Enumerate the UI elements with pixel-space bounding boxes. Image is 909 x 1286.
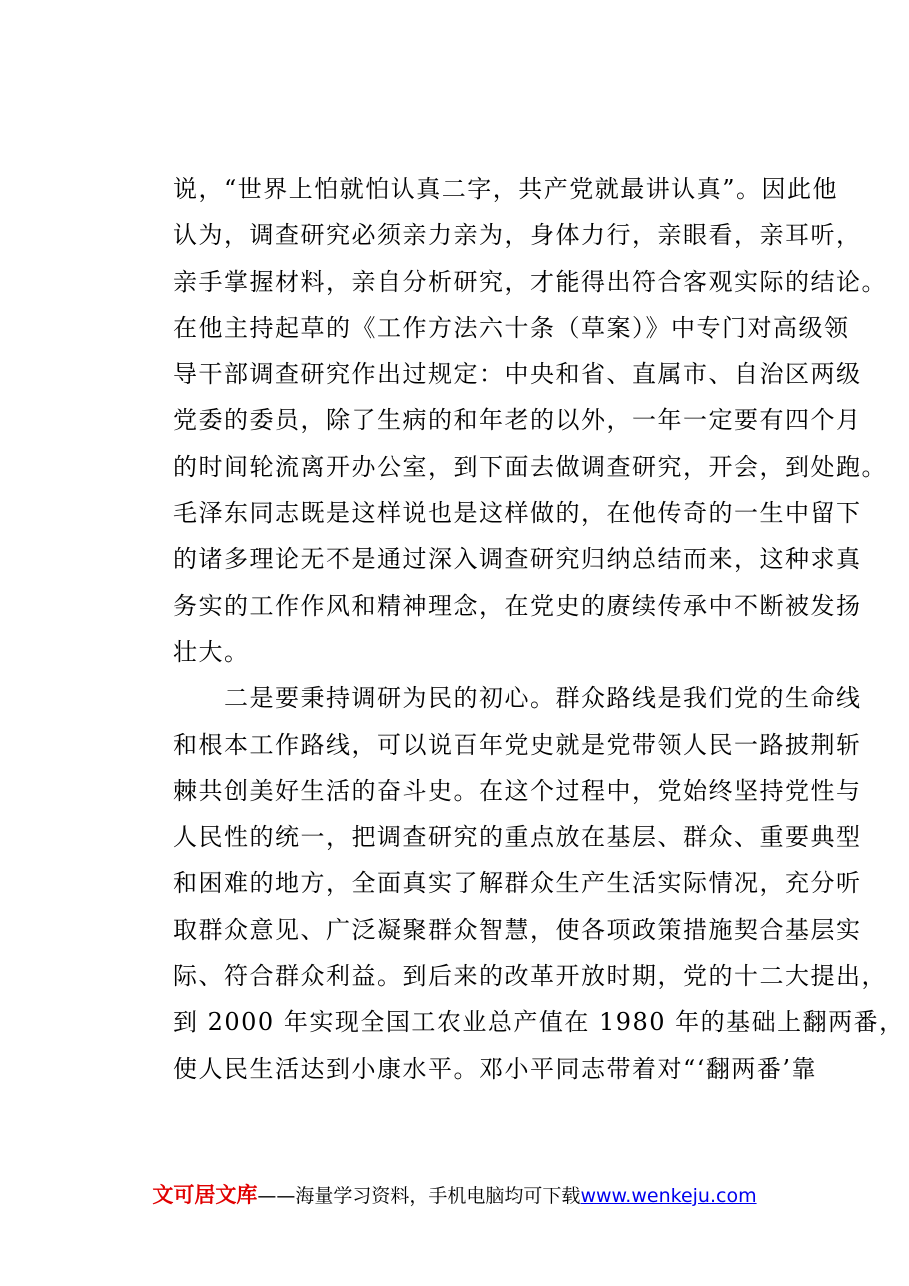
text-line: 亲手掌握材料，亲自分析研究，才能得出符合客观实际的结论。 <box>173 267 887 296</box>
text-line: 棘共创美好生活的奋斗史。在这个过程中，党始终坚持党性与 <box>173 776 862 805</box>
text-line: 务实的工作作风和精神理念，在党史的赓续传承中不断被发扬 <box>173 591 862 620</box>
text-line: 人民性的统一，把调查研究的重点放在基层、群众、重要典型 <box>173 823 862 852</box>
text-line: 毛泽东同志既是这样说也是这样做的，在他传奇的一生中留下 <box>173 499 862 528</box>
text-line: 际、符合群众利益。到后来的改革开放时期，党的十二大提出， <box>173 962 887 991</box>
text-line: 到 2000 年实现全国工农业总产值在 1980 年的基础上翻两番， <box>173 1008 905 1037</box>
text-line: 和根本工作路线，可以说百年党史就是党带领人民一路披荆斩 <box>173 730 862 759</box>
text-line: 导干部调查研究作出过规定：中央和省、直属市、自治区两级 <box>173 360 862 389</box>
text-line: 和困难的地方，全面真实了解群众生产生活实际情况，充分听 <box>173 869 862 898</box>
footer-brand: 文可居文库 <box>152 1183 258 1207</box>
text-line: 党委的委员，除了生病的和年老的以外，一年一定要有四个月 <box>173 406 862 435</box>
text-line: 在他主持起草的《工作方法六十条（草案）》中专门对高级领 <box>173 313 850 342</box>
text-line: 的时间轮流离开办公室，到下面去做调查研究，开会，到处跑。 <box>173 452 887 481</box>
text-line: 说，“世界上怕就怕认真二字，共产党就最讲认真”。因此他 <box>173 175 839 203</box>
footer-banner <box>0 1180 909 1211</box>
text-line: 二是要秉持调研为民的初心。群众路线是我们党的生命线 <box>173 684 862 713</box>
footer-tagline: ——海量学习资料，手机电脑均可下载 <box>257 1185 581 1207</box>
text-line: 使人民生活达到小康水平。邓小平同志带着对“‘翻两番’靠 <box>173 1054 818 1083</box>
text-line: 的诸多理论无不是通过深入调查研究归纳总结而来，这种求真 <box>173 545 862 574</box>
footer-link[interactable]: www.wenkeju.com <box>580 1185 757 1207</box>
text-line: 取群众意见、广泛凝聚群众智慧，使各项政策措施契合基层实 <box>173 915 862 944</box>
body-text <box>173 166 905 1092</box>
text-line: 认为，调查研究必须亲力亲为，身体力行，亲眼看，亲耳听， <box>173 221 862 250</box>
text-line: 壮大。 <box>173 637 250 666</box>
